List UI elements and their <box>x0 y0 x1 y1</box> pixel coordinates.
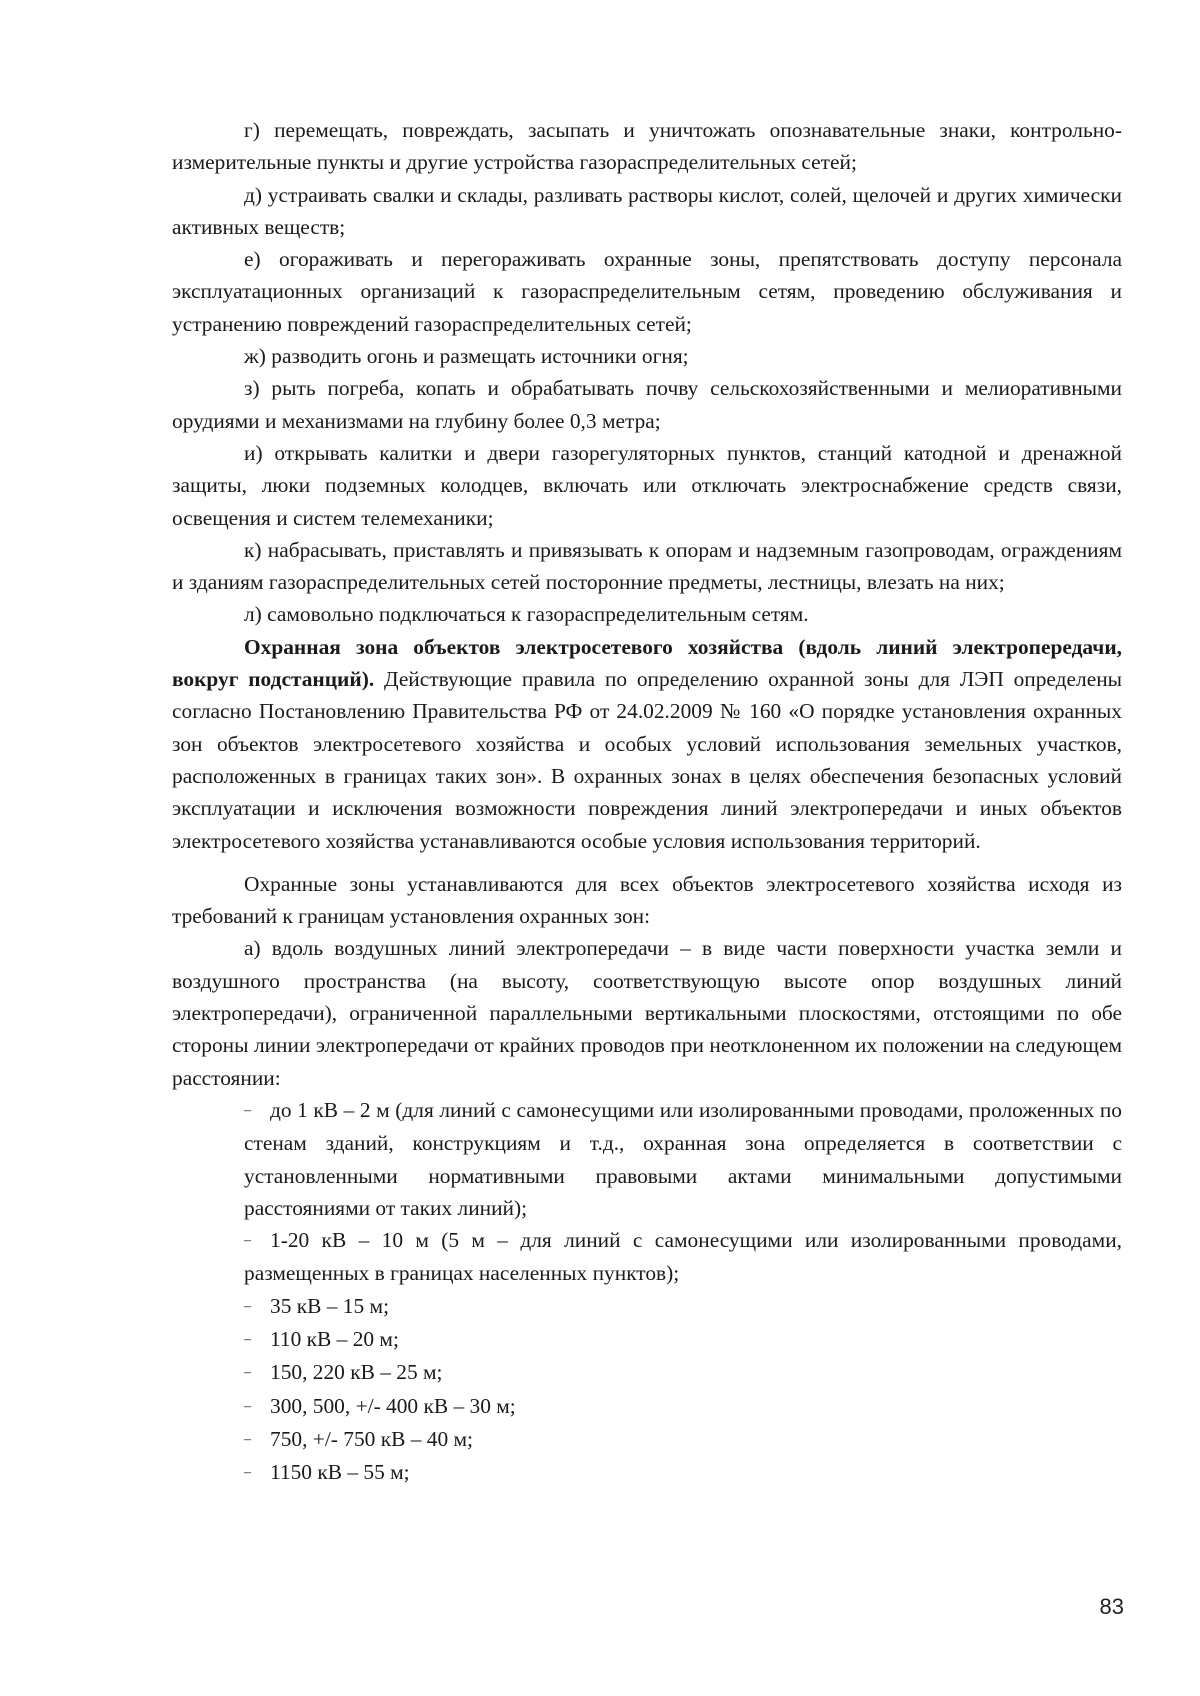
zone-section-heading: Охранная зона объектов электросетевого хозяйства (вдоль линий электропередачи, вокруг подстанций). <box>172 634 1122 692</box>
page-number: 83 <box>1099 1594 1124 1619</box>
paragraph-item-g: г) перемещать, повреждать, засыпать и уничтожать опознавательные знаки, контрольно-измерительные пункты и другие устройства газораспределительных сетей; <box>172 118 1122 175</box>
distance-item <box>172 1094 1122 1224</box>
distance-text: 750, +/- 750 кВ – 40 м; <box>270 1426 473 1451</box>
paragraph-item-z: з) рыть погреба, копать и обрабатывать почву сельскохозяйственными и мелиоративными орудиями и механизмами на глубину более 0,3 метра; <box>172 376 1122 433</box>
zone-section-paragraph <box>172 631 1122 857</box>
zones-intro-paragraph: Охранные зоны устанавливаются для всех объектов электросетевого хозяйства исходя из требований к границам установления охранных зон: <box>172 871 1122 929</box>
zone-section-text: Действующие правила по определению охранной зоны для ЛЭП определены согласно Постановлению Правительства РФ от 24.02.2009 № 160 «О порядке установления охранных зон объектов электросетевого хозяйства и особых условий использования земельных участков, расположенных в границах таких зон». В охранных зонах в целях обеспечения безопасных условий эксплуатации и исключения возможности повреждения линий электропередачи и иных объектов электросетевого хозяйства устанавливаются особые условия использования территорий. <box>172 667 1123 853</box>
dash-marker: – <box>244 1233 251 1249</box>
distance-item <box>172 1323 1122 1356</box>
dash-marker: – <box>244 1465 251 1481</box>
distance-text: 300, 500, +/- 400 кВ – 30 м; <box>270 1393 516 1418</box>
dash-marker: – <box>244 1398 251 1414</box>
paragraph-item-k: к) набрасывать, приставлять и привязывать к опорам и надземным газопроводам, ограждениям и зданиям газораспределительных сетей посторонние предметы, лестницы, влезать на них; <box>172 537 1122 595</box>
document-body <box>172 114 1122 1489</box>
paragraph-item-i: и) открывать калитки и двери газорегуляторных пунктов, станций катодной и дренажной защиты, люки подземных колодцев, включать или отключать электроснабжение средств связи, освещения и систем телемеханики; <box>172 440 1122 530</box>
distance-item <box>172 1224 1122 1290</box>
distance-item <box>172 1290 1122 1323</box>
distance-text: 1150 кВ – 55 м; <box>270 1460 410 1485</box>
dash-marker: – <box>244 1365 251 1381</box>
distance-item <box>172 1456 1122 1489</box>
distance-text: 150, 220 кВ – 25 м; <box>270 1360 443 1385</box>
distance-text: до 1 кВ – 2 м (для линий с самонесущими или изолированными проводами, проложенных по стенам зданий, конструкциям и т.д., охранная зона определяется в соответствии с установленными нормативными правовыми актами минимальными допустимыми расстояниями от таких линий); <box>244 1097 1122 1220</box>
distance-text: 1-20 кВ – 10 м (5 м – для линий с самонесущими или изолированными проводами, размещенных в границах населенных пунктов); <box>244 1228 1122 1286</box>
distance-item <box>172 1423 1122 1456</box>
paragraph-item-e: е) огораживать и перегораживать охранные зоны, препятствовать доступу персонала эксплуатационных организаций к газораспределительным сетям, проведению обслуживания и устранению повреждений газораспределительных сетей; <box>172 247 1122 336</box>
dash-marker: – <box>244 1102 251 1118</box>
air-lines-paragraph: а) вдоль воздушных линий электропередачи – в виде части поверхности участка земли и воздушного пространства (на высоту, соответствующую высоте опор воздушных линий электропередачи), ограниченной параллельными вертикальными плоскостями, отстоящими по обе стороны линии электропередачи от крайних проводов при неотклоненном их положении на следующем расстоянии: <box>172 936 1122 1090</box>
distance-item <box>172 1390 1122 1423</box>
distance-text: 110 кВ – 20 м; <box>270 1326 399 1351</box>
paragraph-item-zh: ж) разводить огонь и размещать источники огня; <box>244 344 689 369</box>
distance-text: 35 кВ – 15 м; <box>270 1293 390 1318</box>
paragraph-item-l: л) самовольно подключаться к газораспределительным сетям. <box>244 602 809 627</box>
dash-marker: – <box>244 1431 251 1447</box>
dash-marker: – <box>244 1298 251 1314</box>
dash-marker: – <box>244 1331 251 1347</box>
distance-item <box>172 1356 1122 1389</box>
paragraph-item-d: д) устраивать свалки и склады, разливать растворы кислот, солей, щелочей и других химически активных веществ; <box>172 182 1122 239</box>
